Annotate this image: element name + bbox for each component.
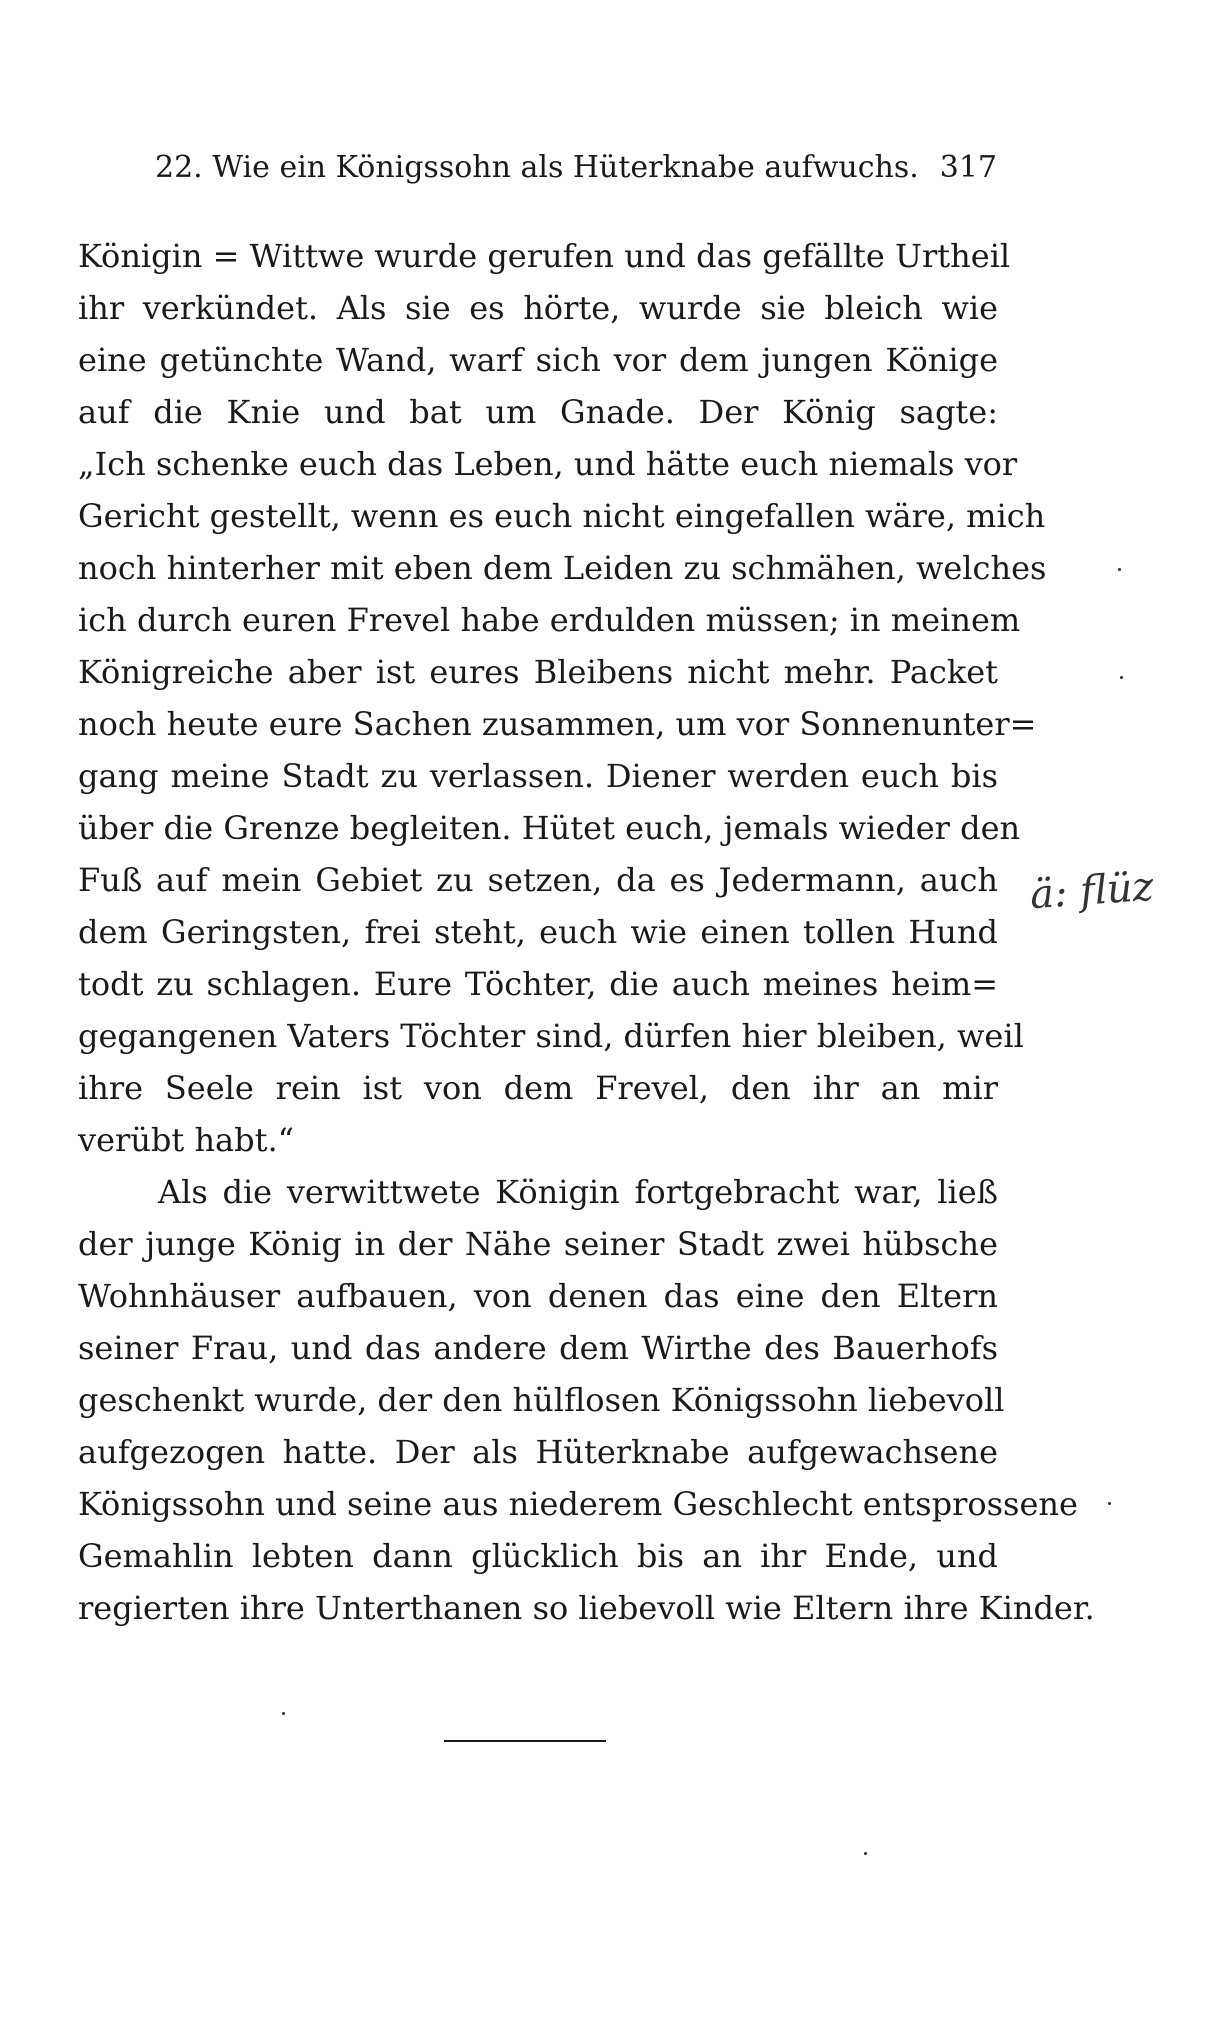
text-line: verübt habt.“ (78, 1121, 294, 1159)
handwritten-margin-note: ä: flüz (1028, 863, 1156, 919)
ink-speck (1108, 1502, 1111, 1505)
text-line: geschenkt wurde, der den hülflosen Königssohn liebevoll (78, 1381, 1005, 1419)
text-line: dem Geringsten, frei steht, euch wie einen tollen Hund (78, 913, 998, 951)
text-line: todt zu schlagen. Eure Töchter, die auch meines heim= (78, 965, 998, 1003)
text-line: Königssohn und seine aus niederem Geschlecht entsprossene (78, 1485, 1078, 1523)
closing-rule (444, 1740, 606, 1742)
text-line: noch hinterher mit eben dem Leiden zu schmähen, welches (78, 549, 1047, 587)
text-line: aufgezogen hatte. Der als Hüterknabe aufgewachsene (78, 1433, 998, 1471)
ink-speck (1118, 568, 1121, 571)
text-line: Königreiche aber ist eures Bleibens nicht mehr. Packet (78, 653, 998, 691)
ink-speck (282, 1712, 285, 1715)
text-line: ich durch euren Frevel habe erdulden müssen; in meinem (78, 601, 1021, 639)
text-line: der junge König in der Nähe seiner Stadt zwei hübsche (78, 1225, 998, 1263)
running-head (155, 148, 997, 188)
ink-speck (864, 1852, 867, 1855)
text-line: noch heute eure Sachen zusammen, um vor Sonnenunter= (78, 705, 1037, 743)
text-line: Fuß auf mein Gebiet zu setzen, da es Jedermann, auch (78, 861, 998, 899)
text-line: auf die Knie und bat um Gnade. Der König sagte: (78, 393, 998, 431)
ink-speck (1120, 676, 1123, 679)
page-number: 317 (939, 150, 997, 185)
text-line: gegangenen Vaters Töchter sind, dürfen hier bleiben, weil (78, 1017, 1024, 1055)
text-line: Als die verwittwete Königin fortgebracht war, ließ (158, 1173, 998, 1211)
text-line: seiner Frau, und das andere dem Wirthe des Bauerhofs (78, 1329, 998, 1367)
chapter-title: 22. Wie ein Königssohn als Hüterknabe aufwuchs. (155, 150, 919, 185)
text-line: Gericht gestellt, wenn es euch nicht eingefallen wäre, mich (78, 497, 1046, 535)
text-line: ihre Seele rein ist von dem Frevel, den ihr an mir (78, 1069, 998, 1107)
text-line: Gemahlin lebten dann glücklich bis an ihr Ende, und (78, 1537, 998, 1575)
text-line: eine getünchte Wand, warf sich vor dem jungen Könige (78, 341, 998, 379)
text-line: gang meine Stadt zu verlassen. Diener werden euch bis (78, 757, 998, 795)
text-line: Wohnhäuser aufbauen, von denen das eine den Eltern (78, 1277, 998, 1315)
text-line: regierten ihre Unterthanen so liebevoll wie Eltern ihre Kinder. (78, 1589, 1095, 1627)
text-line: „Ich schenke euch das Leben, und hätte euch niemals vor (78, 445, 1018, 483)
text-line: über die Grenze begleiten. Hütet euch, jemals wieder den (78, 809, 1021, 847)
text-line: Königin = Wittwe wurde gerufen und das gefällte Urtheil (78, 237, 1011, 275)
text-line: ihr verkündet. Als sie es hörte, wurde sie bleich wie (78, 289, 998, 327)
